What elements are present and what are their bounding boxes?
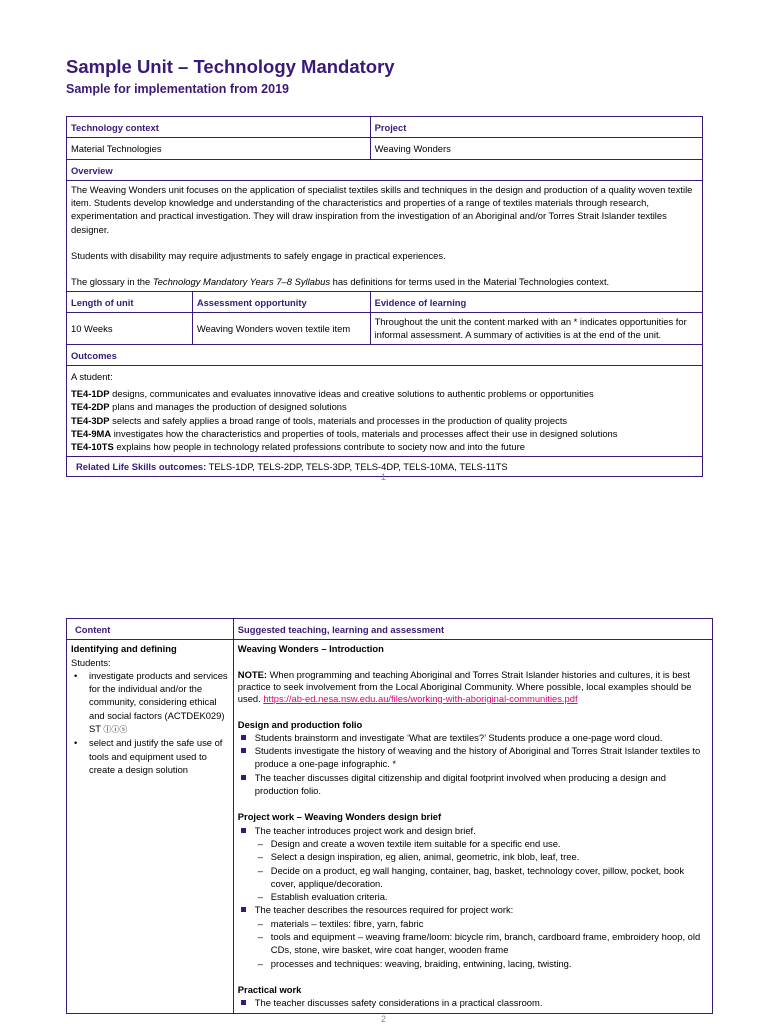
sub-list-item: – processes and techniques: weaving, braiding, entwining, lacing, twisting. [271, 957, 708, 970]
overview-paragraph: The Weaving Wonders unit focuses on the application of specialist textiles skills and techniques in the design and production of a quality woven textile item. Students develop knowledge and understanding of the characteristics and properties of a range of textiles materials through research, experimentation and practical investigation. They will draw inspiration from the investigation of an Aboriginal and/or Torres Strait Islander textiles designer. [71, 183, 693, 235]
sub-list-item: – materials – textiles: fibre, yarn, fabric [271, 917, 708, 930]
overview-body [67, 180, 703, 291]
content-list [71, 669, 229, 776]
students-label: Students: [71, 656, 111, 668]
outcome-item: TE4-10TS explains how people in technology related professions contribute to society now and into the future [71, 441, 525, 453]
list-item: Students investigate the history of weaving and the history of Aboriginal and Torres Strait Islander textiles to produce a one-page infographic. * [255, 744, 708, 771]
list-item: The teacher discusses safety considerations in a practical classroom. [255, 996, 708, 1009]
project-list [238, 824, 708, 970]
page-title: Sample Unit – Technology Mandatory [66, 56, 395, 77]
content-column [67, 640, 234, 1014]
page-subtitle: Sample for implementation from 2019 [66, 82, 289, 96]
introduction-heading: Weaving Wonders – Introduction [237, 643, 384, 655]
content-table [66, 618, 713, 1014]
resources-sublist [255, 917, 708, 970]
assessment-value: Weaving Wonders woven textile item [192, 312, 370, 344]
technology-context-value: Material Technologies [67, 138, 371, 159]
assessment-header: Assessment opportunity [192, 291, 370, 312]
suggested-teaching-column [233, 640, 712, 1014]
practical-work-heading: Practical work [237, 983, 302, 995]
sub-list-item: – tools and equipment – weaving frame/loom: bicycle rim, branch, cardboard frame, embroidery hoop, old CDs, stone, wire basket, wire coat hanger, wooden frame [271, 930, 708, 957]
length-value: 10 Weeks [67, 312, 193, 344]
page-number: 2 [381, 1014, 387, 1024]
outcomes-body [67, 365, 703, 456]
overview-disability-note: Students with disability may require adjustments to safely engage in practical experiences. [71, 250, 446, 262]
aboriginal-communities-link[interactable]: https://ab-ed.nesa.nsw.edu.au/files/working-with-aboriginal-communities.pdf [263, 692, 578, 704]
practical-list [238, 996, 708, 1009]
outcome-item: TE4-1DP designs, communicates and evaluates innovative ideas and creative solutions to authentic problems or opportunities [71, 388, 594, 400]
sub-list-item: – Establish evaluation criteria. [271, 890, 708, 903]
list-item: • select and justify the safe use of tools and equipment used to create a design solution [89, 736, 229, 776]
content-header: Content [67, 619, 234, 640]
related-life-skills: Related Life Skills outcomes: TELS-1DP, TELS-2DP, TELS-3DP, TELS-4DP, TELS-10MA, TELS-11TS [67, 456, 703, 476]
sub-list-item: – Design and create a woven textile item suitable for a specific end use. [271, 837, 708, 850]
outcome-item: TE4-3DP selects and safely applies a broad range of tools, materials and processes in the production of quality projects [71, 414, 568, 426]
folio-list [238, 731, 708, 797]
length-header: Length of unit [67, 291, 193, 312]
folio-heading: Design and production folio [237, 718, 363, 730]
outcome-item: TE4-2DP plans and manages the production of designed solutions [71, 401, 347, 413]
overview-glossary-note: The glossary in the Technology Mandatory Years 7–8 Syllabus has definitions for terms used in the Material Technologies context. [71, 276, 610, 288]
page-number: 1 [381, 472, 387, 482]
list-item: Students brainstorm and investigate ‘What are textiles?’ Students produce a one-page word cloud. [255, 731, 708, 744]
unit-summary-table [66, 116, 703, 477]
life-skills-icons: ⓛⓘⓢ [103, 725, 128, 735]
project-value: Weaving Wonders [370, 138, 702, 159]
project-work-heading: Project work – Weaving Wonders design brief [237, 811, 442, 823]
syllabus-title: Technology Mandatory Years 7–8 Syllabus [152, 276, 331, 288]
overview-header: Overview [67, 159, 703, 180]
sub-list-item: – Select a design inspiration, eg alien, animal, geometric, ink blob, leaf, tree. [271, 850, 708, 863]
list-item: The teacher discusses digital citizenship and digital footprint involved when producing a design and production folio. [255, 771, 708, 798]
note-paragraph: NOTE: When programming and teaching Aboriginal and Torres Strait Islander histories and cultures, it is best practice to seek involvement from the Local Aboriginal Community. Where possible, local examples should be used. https://ab-ed.nesa.nsw.edu.au/files/working-with-aboriginal-communities.pdf [237, 668, 692, 704]
suggested-teaching-header: Suggested teaching, learning and assessment [233, 619, 712, 640]
evidence-value: Throughout the unit the content marked with an * indicates opportunities for informal assessment. A summary of activities is at the end of the unit. [370, 312, 702, 344]
project-header: Project [370, 117, 702, 138]
list-item: The teacher introduces project work and design brief. – Design and create a woven textile item suitable for a specific end use. – Select a design inspiration, eg alien, animal, geometric, ink blob, leaf, tree. – Decide on a product, eg wall hanging, container, bag, basket, technology cover, pillow, pocket, book cover, applique/decoration. – Establish evaluation criteria. [255, 824, 708, 904]
evidence-header: Evidence of learning [370, 291, 702, 312]
list-item: • investigate products and services for the individual and/or the community, considering ethical and social factors (ACTDEK029) ST ⓛⓘⓢ [89, 669, 229, 736]
outcome-item: TE4-9MA investigates how the characteristics and properties of tools, materials and processes affect their use in designed solutions [71, 428, 618, 440]
outcomes-header: Outcomes [67, 344, 703, 365]
project-sublist [255, 837, 708, 903]
sub-list-item: – Decide on a product, eg wall hanging, container, bag, basket, technology cover, pillow, pocket, book cover, applique/decoration. [271, 864, 708, 891]
technology-context-header: Technology context [67, 117, 371, 138]
identifying-defining-heading: Identifying and defining [71, 643, 177, 655]
list-item: The teacher describes the resources required for project work: – materials – textiles: fibre, yarn, fabric – tools and equipment – weaving frame/loom: bicycle rim, branch, cardboard frame, embroidery hoop, old CDs, stone, wire basket, wire coat hanger, wooden frame – processes and techniques: weaving, braiding, entwining, lacing, twisting. [255, 903, 708, 969]
outcomes-intro: A student: [71, 370, 113, 382]
